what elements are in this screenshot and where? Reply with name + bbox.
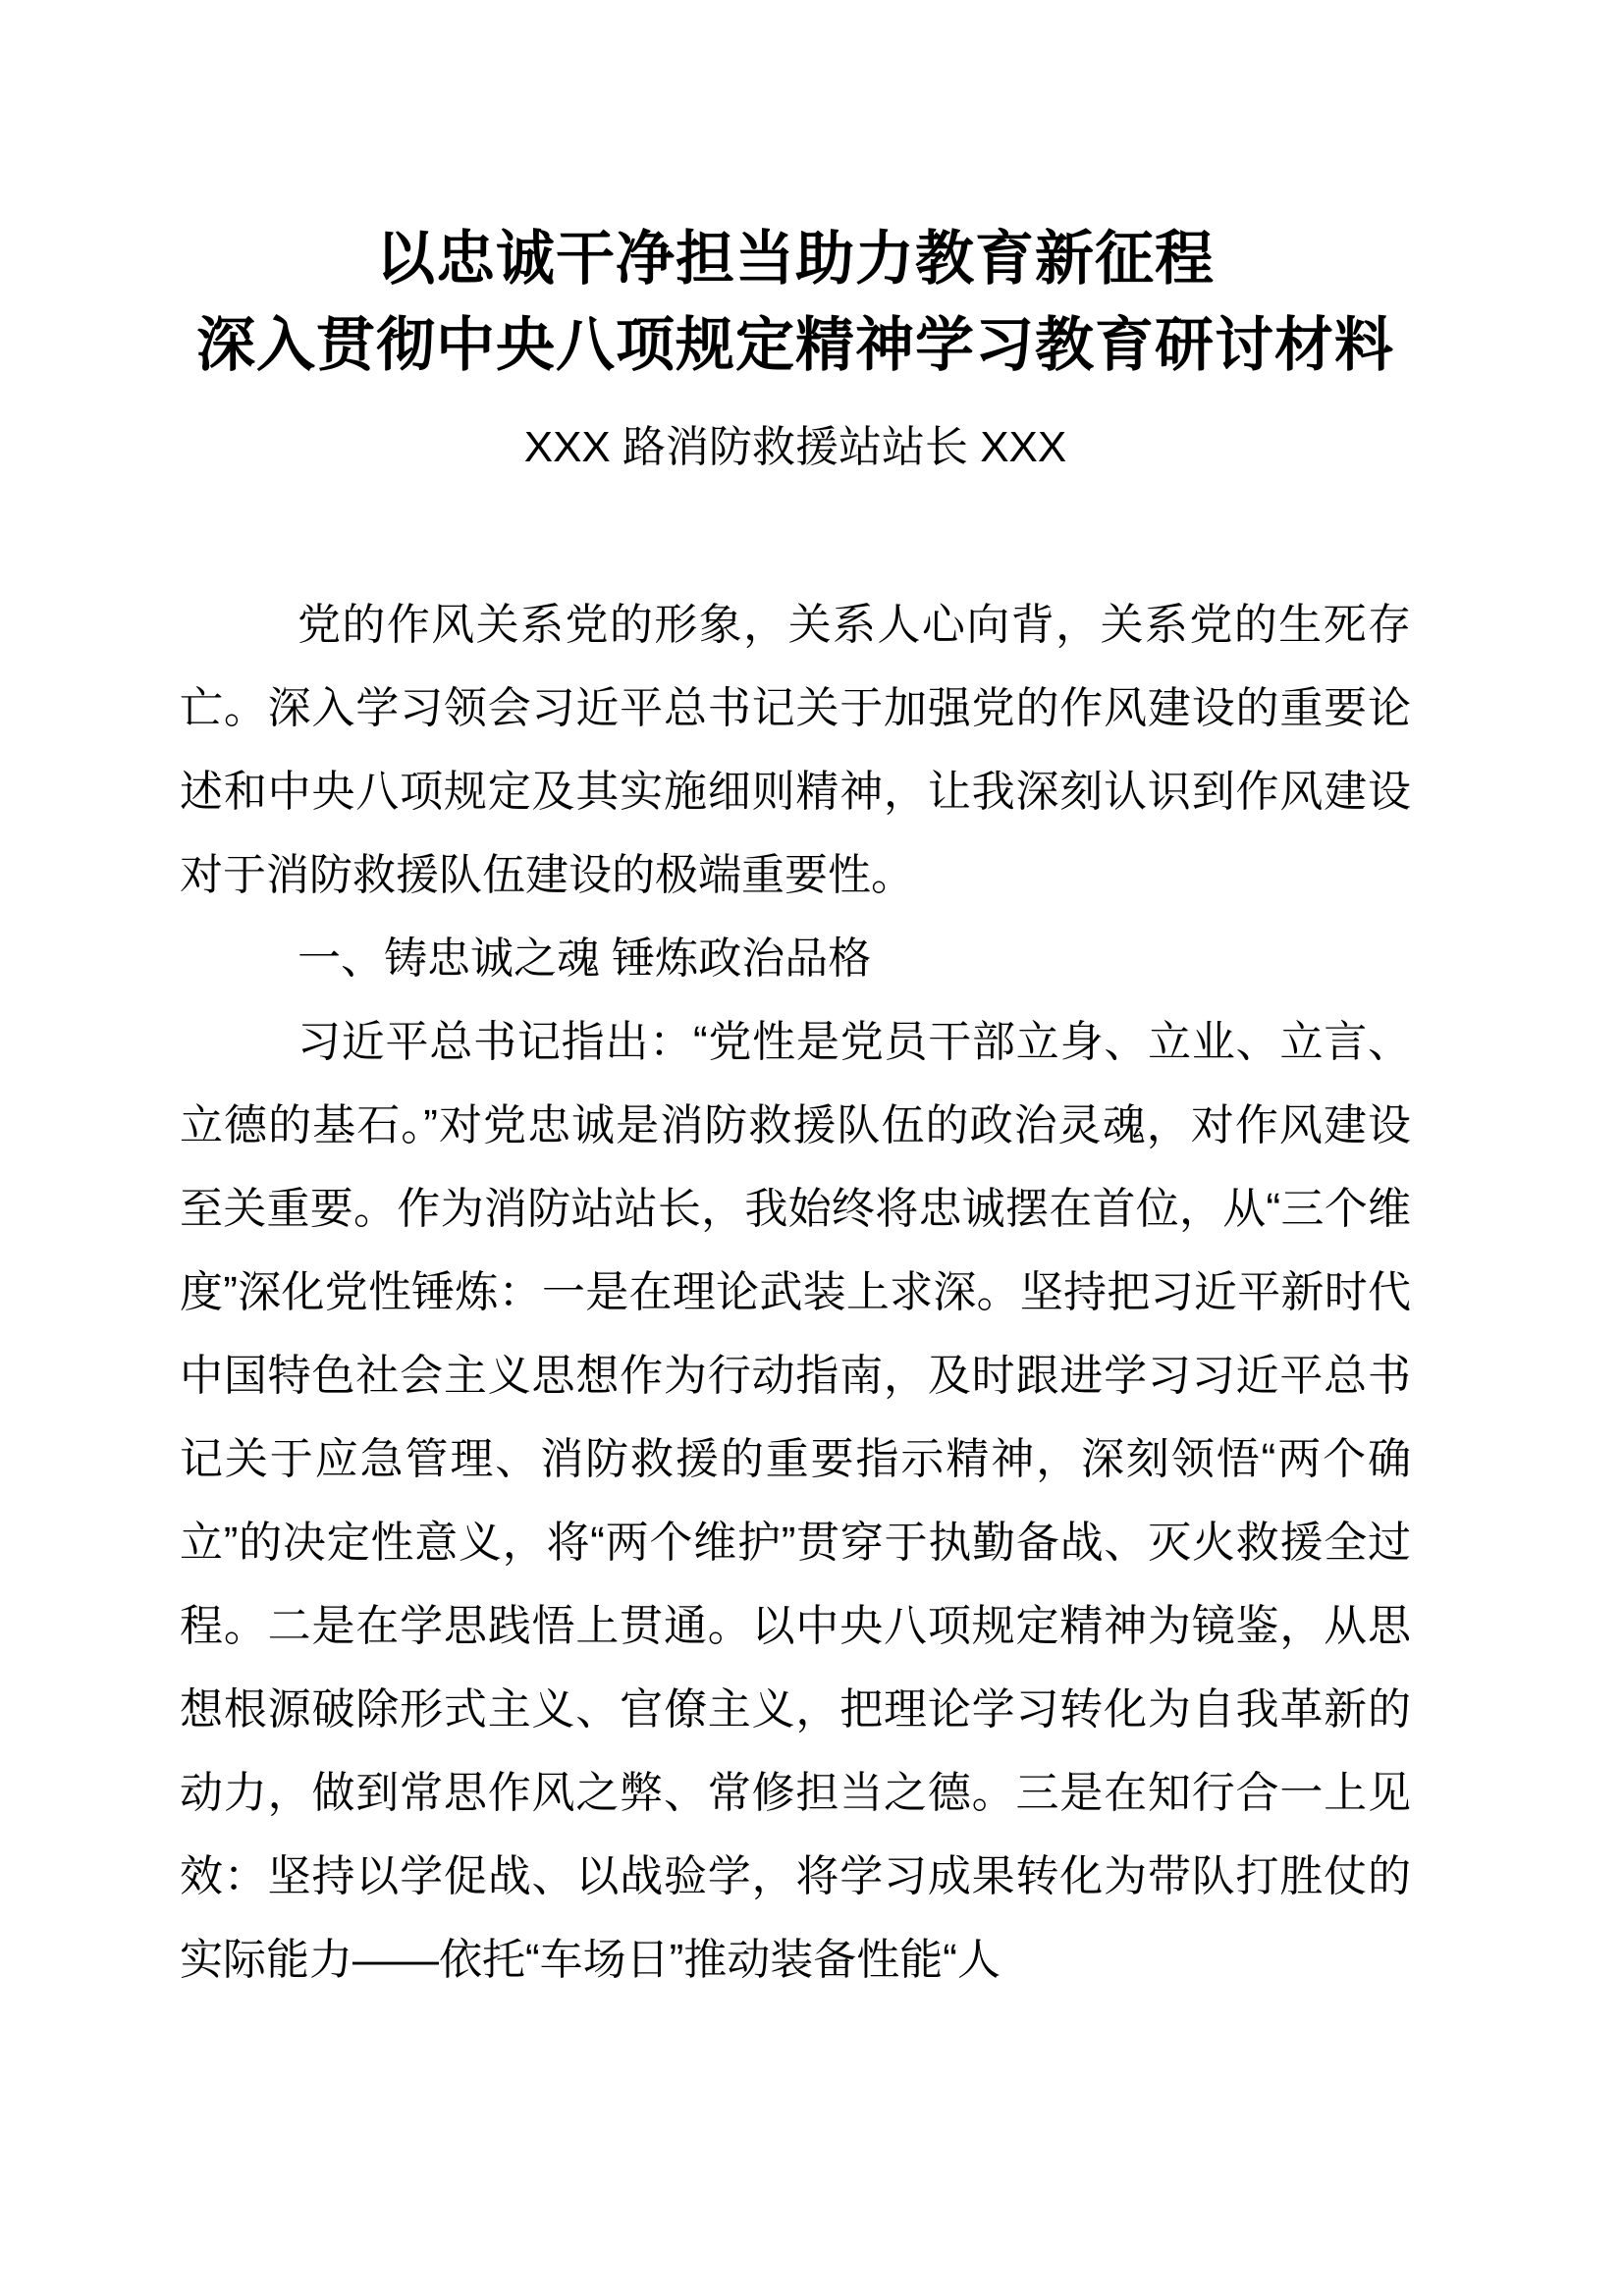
paragraph-section-1-body: 习近平总书记指出：“党性是党员干部立身、立业、立言、立德的基石。”对党忠诚是消防救援队伍的政治灵魂，对作风建设至关重要。作为消防站站长，我始终将忠诚摆在首位，从“三个维度”深化党性锤炼：一是在理论武装上求深。坚持把习近平新时代中国特色社会主义思想作为行动指南，及时跟进学习习近平总书记关于应急管理、消防救援的重要指示精神，深刻领悟“两个确立”的决定性意义，将“两个维护”贯穿于执勤备战、灭火救援全过程。二是在学思践悟上贯通。以中央八项规定精神为镜鉴，从思想根源破除形式主义、官僚主义，把理论学习转化为自我革新的动力，做到常思作风之弊、常修担当之德。三是在知行合一上见效：坚持以学促战、以战验学，将学习成果转化为带队打胜仗的实际能力——依托“车场日”推动装备性能“人 (180, 1018, 1411, 1984)
document-title (180, 216, 1411, 389)
document-byline: XXX 路消防救援站站长 XXX (523, 423, 1067, 471)
document-title-line-2: 深入贯彻中央八项规定精神学习教育研讨材料 (196, 312, 1394, 378)
document-title-line-1: 以忠诚干净担当助力教育新征程 (376, 226, 1215, 292)
section-heading-1: 一、铸忠诚之魂 锤炼政治品格 (298, 934, 872, 983)
document-body (180, 583, 1411, 2002)
paragraph-intro: 党的作风关系党的形象，关系人心向背，关系党的生死存亡。深入学习领会习近平总书记关于加强党的作风建设的重要论述和中央八项规定及其实施细则精神，让我深刻认识到作风建设对于消防救援队伍建设的极端重要性。 (180, 601, 1411, 899)
